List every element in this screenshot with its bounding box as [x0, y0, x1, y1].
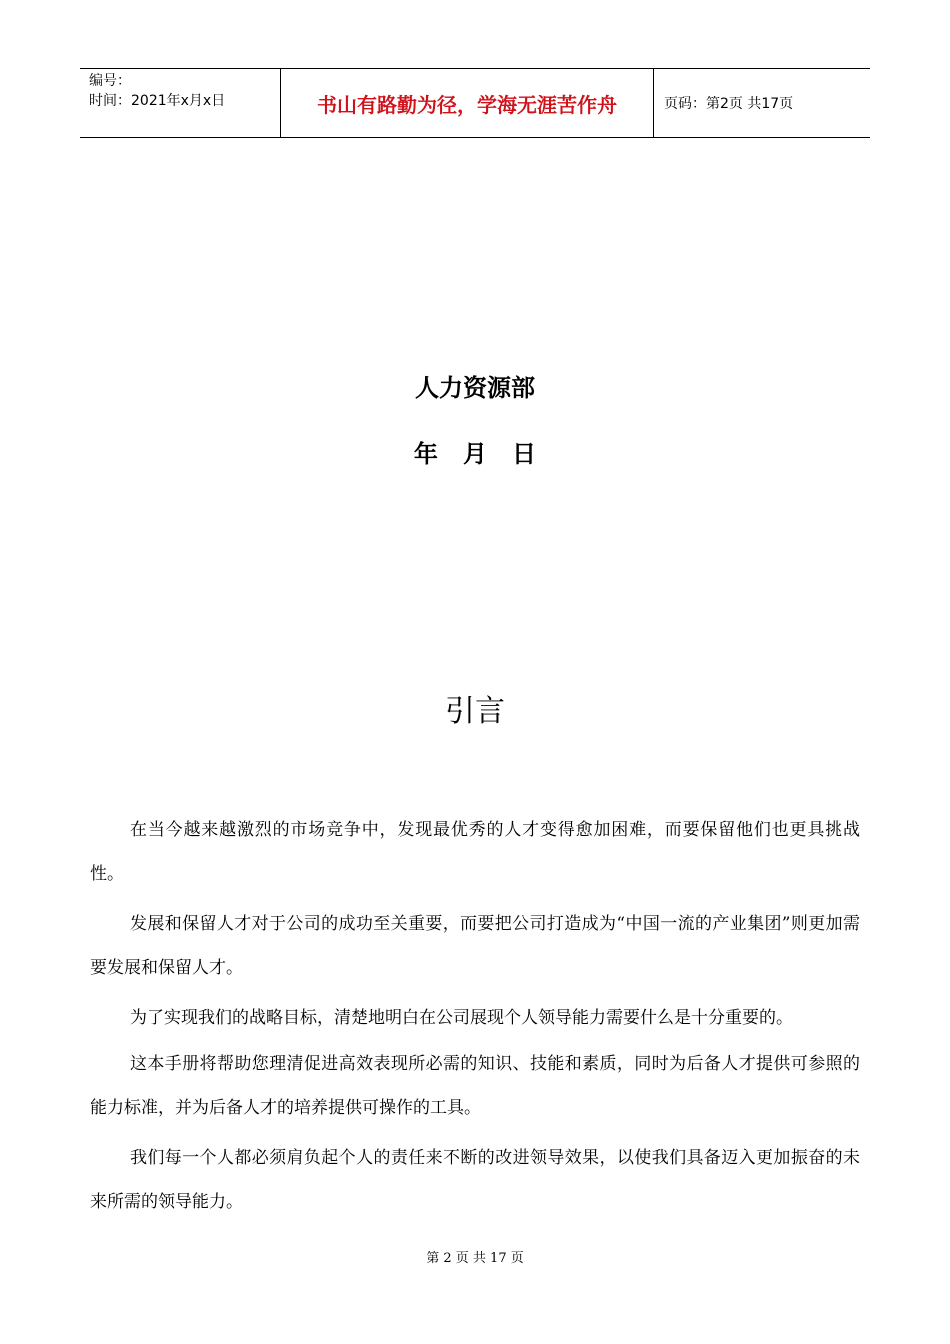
intro-heading: 引言: [445, 694, 505, 729]
paragraph: 为了实现我们的战略目标，清楚地明白在公司展现个人领导能力需要什么是十分重要的。: [130, 1008, 793, 1028]
date-line: 年 月 日: [413, 440, 537, 468]
page-footer: 第 2 页 共 17 页: [426, 1251, 524, 1266]
paragraph: 我们每一个人都必须肩负起个人的责任来不断的改进领导效果，以使我们具备迈入更加振奋的未来所需的领导能力。: [90, 1148, 860, 1212]
document-body: [90, 808, 860, 1230]
header-motto: 书山有路勤为径，学海无涯苦作舟: [281, 69, 654, 137]
header-page-info: 页码：第2页 共17页: [664, 96, 794, 112]
department-title: 人力资源部: [415, 374, 535, 402]
header-meta: [80, 69, 281, 137]
paragraph: 这本手册将帮助您理清促进高效表现所必需的知识、技能和素质，同时为后备人才提供可参照的能力标准，并为后备人才的培养提供可操作的工具。: [90, 1054, 860, 1118]
page-header: [80, 68, 870, 138]
time-label: 时间：2021年x月x日: [89, 93, 226, 109]
paragraph: 发展和保留人才对于公司的成功至关重要，而要把公司打造成为“中国一流的产业集团”则更加需要发展和保留人才。: [90, 914, 860, 978]
paragraph: 在当今越来越激烈的市场竞争中，发现最优秀的人才变得愈加困难，而要保留他们也更具挑战性。: [90, 820, 860, 884]
number-label: 编号：: [89, 73, 131, 89]
